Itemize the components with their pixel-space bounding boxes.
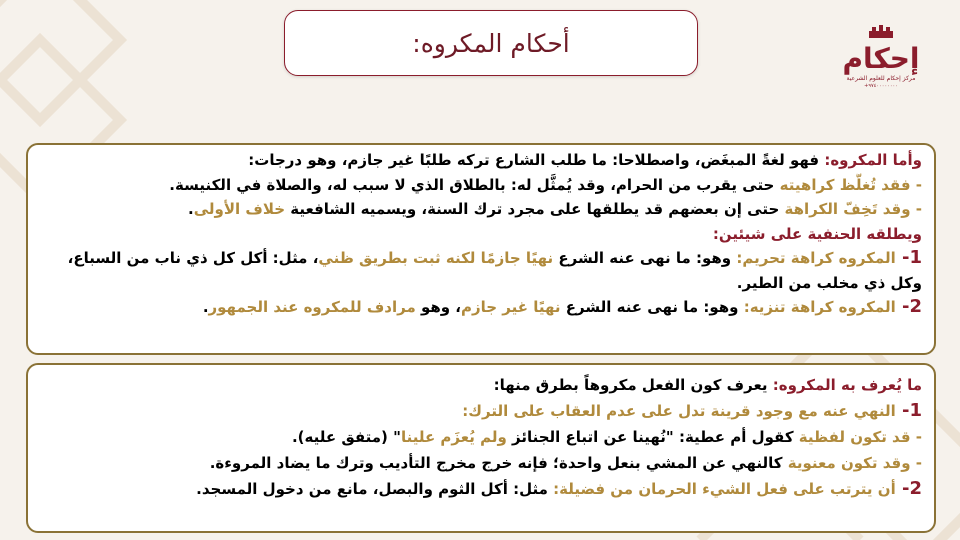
bullet-dash: - [910,175,922,194]
logo-subtitle: مركز إحكام للعلوم الشرعية [846,75,916,82]
keyword: وقد تكون معنوية [787,454,911,472]
keyword: نهيًا جازمًا لكنه ثبت بطريق ظني [318,249,554,267]
makruh-definition-box [26,143,936,355]
logo-number: +٩٧٤٠٠٠٠٠٠٠٠ [864,83,898,89]
hanafi-heading-line [38,222,922,247]
tahrimi-paragraph [38,246,922,295]
keyword: قد تكون لفظية [798,428,911,446]
keyword: فقد تُغلَّظ كراهيته [779,175,911,194]
text: حتى إن بعضهم قد يطلقها على مجرد ترك السنة، ويسميه الشافعية [285,200,785,218]
text: حتى يقرب من الحرام، وقد يُمثَّل له: بالطلاق الذي لا سبب له، والصلاة في الكنيسة. [169,175,780,194]
tanzihi-line [38,295,922,320]
item-number: 1- [895,400,922,421]
makruh-identification-box [26,363,936,533]
item-number: 2- [895,478,922,499]
text: ، وهو [415,298,462,316]
verbal-indicator-line [38,424,922,450]
method-two-line [38,476,922,502]
text: فهو لغةً المبغَض، واصطلاحا: ما طلب الشارع تركه طلبًا غير جازم، وهو درجات: [248,151,825,169]
text: ، مثل: أكل كل ذي ناب من السباع، وكل ذي مخلب من الطير. [67,249,922,292]
keyword: النهي عنه مع وجود قرينة تدل على عدم العقاب على الترك: [462,402,896,420]
logo [836,24,926,94]
logo-wordmark: إحكام [842,42,920,75]
keyword: وقد تَخِفّ الكراهة [784,200,911,218]
text: كقول أم عطية: "نُهينا عن اتباع الجنائز [506,428,799,446]
keyword: المكروه كراهة تنزيه: [743,298,896,316]
keyword: ولم يُعزَم علينا [400,428,507,446]
bullet-dash: - [910,200,922,218]
text: مثل: أكل الثوم والبصل، مانع من دخول المسجد. [196,480,554,498]
keyword: خلاف الأولى [193,200,286,218]
text: يعرف كون الفعل مكروهاً بطرق منها: [493,376,773,394]
keyword: أن يترتب على فعل الشيء الحرمان من فضيلة: [553,480,896,498]
bullet-dash: - [910,454,922,472]
keyword: مرادف للمكروه عند الجمهور [208,298,416,316]
text: . [188,200,194,218]
meaning-indicator-line [38,450,922,476]
text: . [202,298,209,316]
text: وهو: ما نهى عنه الشرع [560,298,744,316]
page-title: أحكام المكروه: [412,28,570,58]
text: " (متفق عليه). [291,428,401,446]
keyword: ما يُعرف به المكروه: [772,376,922,394]
logo-emblem-icon [868,25,894,39]
keyword: نهيًا غير جازم [461,298,561,316]
keyword: وأما المكروه: [824,151,922,169]
title-box [284,10,698,76]
keyword: المكروه كراهة تحريم: [736,249,896,267]
degree-severe-line [38,173,922,198]
identification-heading-line [38,372,922,398]
bullet-dash: - [910,428,922,446]
method-one-line [38,398,922,424]
definition-line [38,148,922,173]
keyword: ويطلقه الحنفية على شيئين: [712,224,922,243]
text: وهو: ما نهى عنه الشرع [553,249,737,267]
degree-light-line [38,197,922,222]
item-number: 1- [895,247,922,268]
item-number: 2- [895,296,922,317]
text: كالنهي عن المشي بنعل واحدة؛ فإنه خرج مخرج التأديب وترك ما يضاد المروءة. [209,454,788,472]
